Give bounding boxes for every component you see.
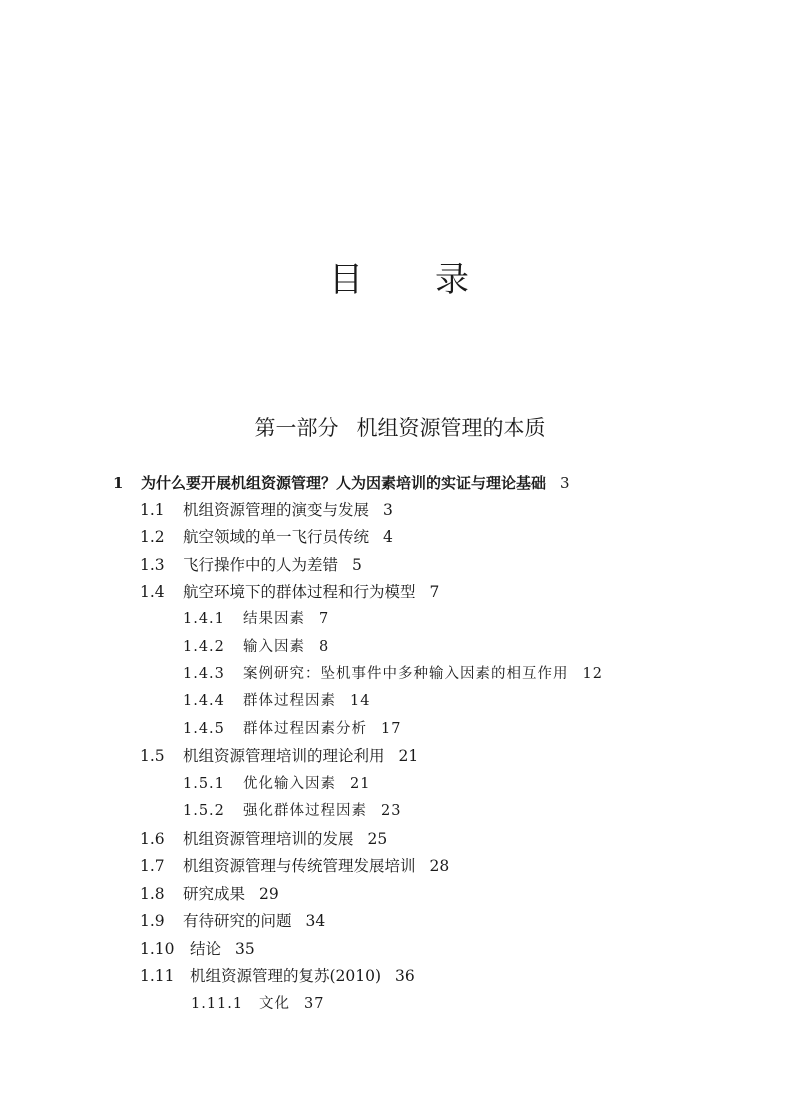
toc-entry-number: 1.10 bbox=[140, 940, 175, 958]
toc-entry-text: 有待研究的问题 bbox=[183, 912, 292, 930]
toc-entry-page: 12 bbox=[582, 666, 603, 682]
toc-entry-page: 28 bbox=[429, 857, 450, 875]
toc-entry-number: 1.5.2 bbox=[183, 803, 225, 819]
toc-entry[interactable] bbox=[140, 497, 393, 523]
toc-entry-page: 29 bbox=[259, 885, 279, 903]
part-label: 第一部分 bbox=[254, 416, 339, 440]
toc-subentry[interactable] bbox=[183, 688, 370, 714]
toc-entry-text: 为什么要开展机组资源管理？人为因素培训的实证与理论基础 bbox=[141, 474, 547, 492]
toc-entry-number: 1.4.4 bbox=[183, 693, 225, 709]
toc-entry-page: 3 bbox=[560, 474, 570, 492]
toc-entry-text: 研究成果 bbox=[183, 885, 246, 903]
toc-entry-text: 飞行操作中的人为差错 bbox=[183, 556, 339, 574]
toc-entry-page: 4 bbox=[383, 528, 393, 546]
toc-entry-text: 输入因素 bbox=[243, 639, 305, 655]
toc-entry-text: 航空领域的单一飞行员传统 bbox=[183, 528, 370, 546]
toc-entry-number: 1.4.5 bbox=[183, 721, 225, 737]
toc-entry-page: 7 bbox=[429, 583, 440, 601]
toc-entry-text: 机组资源管理的演变与发展 bbox=[183, 501, 370, 519]
toc-entry-text: 优化输入因素 bbox=[243, 776, 336, 792]
toc-entry-number: 1.4 bbox=[140, 583, 165, 601]
toc-title-char-2: 录 bbox=[435, 260, 471, 300]
toc-entry-text: 群体过程因素分析 bbox=[243, 721, 367, 737]
toc-entry-text: 机组资源管理与传统管理发展培训 bbox=[183, 857, 416, 875]
toc-entry-number: 1.5 bbox=[140, 747, 165, 765]
toc-entry-text: 强化群体过程因素 bbox=[243, 803, 367, 819]
toc-subentry[interactable] bbox=[183, 716, 401, 742]
toc-entry-page: 14 bbox=[350, 693, 371, 709]
toc-entry-number: 1.2 bbox=[140, 528, 165, 546]
toc-entry-page: 37 bbox=[304, 996, 325, 1012]
toc-subentry[interactable] bbox=[183, 771, 370, 797]
toc-entry-text: 航空环境下的群体过程和行为模型 bbox=[183, 583, 416, 601]
toc-entry-text: 机组资源管理培训的理论利用 bbox=[183, 747, 385, 765]
toc-entry[interactable] bbox=[140, 853, 449, 879]
toc-entry-text: 机组资源管理的复苏(2010) bbox=[190, 967, 382, 985]
toc-entry-text: 群体过程因素 bbox=[243, 693, 336, 709]
toc-subentry[interactable] bbox=[183, 798, 401, 824]
part-heading bbox=[0, 412, 800, 442]
toc-entry-number: 1.1 bbox=[140, 501, 165, 519]
toc-entry[interactable] bbox=[140, 552, 362, 578]
toc-entry-page: 23 bbox=[381, 803, 402, 819]
toc-entry-text: 结论 bbox=[190, 940, 222, 958]
toc-entry-chapter[interactable] bbox=[113, 470, 570, 496]
toc-entry[interactable] bbox=[140, 963, 415, 989]
toc-title bbox=[0, 252, 800, 301]
toc-entry-page: 3 bbox=[383, 501, 393, 519]
toc-entry-number: 1.7 bbox=[140, 857, 165, 875]
toc-entry-number: 1.4.3 bbox=[183, 666, 225, 682]
toc-entry[interactable] bbox=[140, 881, 279, 907]
toc-entry-number: 1.9 bbox=[140, 912, 165, 930]
toc-entry-page: 5 bbox=[352, 556, 362, 574]
toc-entry-text: 案例研究：坠机事件中多种输入因素的相互作用 bbox=[243, 666, 569, 682]
toc-entry-number: 1.11 bbox=[140, 967, 175, 985]
toc-entry-number: 1.4.1 bbox=[183, 611, 225, 627]
toc-entry[interactable] bbox=[140, 524, 393, 550]
toc-entry-page: 35 bbox=[235, 940, 255, 958]
toc-entry-number: 1.5.1 bbox=[183, 776, 225, 792]
toc-entry-number: 1.8 bbox=[140, 885, 165, 903]
toc-entry-text: 机组资源管理培训的发展 bbox=[183, 830, 354, 848]
toc-entry-page: 34 bbox=[305, 912, 326, 930]
toc-title-char-1: 目 bbox=[329, 260, 365, 300]
toc-entry-page: 21 bbox=[350, 776, 371, 792]
toc-entry-number: 1.11.1 bbox=[191, 996, 244, 1012]
toc-entry[interactable] bbox=[140, 826, 387, 852]
toc-entry-page: 17 bbox=[381, 721, 402, 737]
toc-entry[interactable] bbox=[140, 743, 418, 769]
toc-entry[interactable] bbox=[140, 936, 255, 962]
toc-entry-page: 7 bbox=[319, 611, 330, 627]
toc-entry[interactable] bbox=[140, 908, 325, 934]
toc-entry-text: 文化 bbox=[259, 996, 290, 1012]
toc-entry-number: 1.4.2 bbox=[183, 639, 225, 655]
toc-entry-number: 1 bbox=[113, 474, 124, 492]
toc-entry-page: 25 bbox=[367, 830, 388, 848]
toc-entry-number: 1.3 bbox=[140, 556, 165, 574]
toc-entry-text: 结果因素 bbox=[243, 611, 305, 627]
toc-entry-page: 21 bbox=[398, 747, 419, 765]
toc-subentry[interactable] bbox=[191, 991, 324, 1017]
toc-entry-page: 8 bbox=[319, 639, 330, 655]
toc-subentry[interactable] bbox=[183, 606, 329, 632]
toc-entry-page: 36 bbox=[395, 967, 415, 985]
part-name: 机组资源管理的本质 bbox=[356, 416, 546, 440]
toc-subentry[interactable] bbox=[183, 634, 329, 660]
toc-subentry[interactable] bbox=[183, 661, 603, 687]
toc-entry-number: 1.6 bbox=[140, 830, 165, 848]
toc-entry[interactable] bbox=[140, 579, 439, 605]
